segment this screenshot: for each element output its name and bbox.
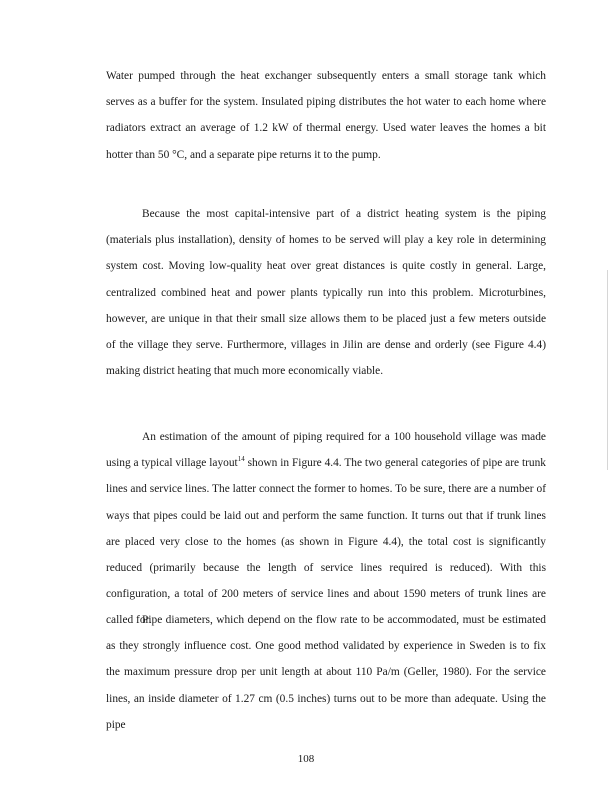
paragraph-piping-estimate — [106, 424, 546, 634]
footnote-reference: 14 — [237, 455, 245, 464]
scan-edge-line — [607, 270, 608, 470]
paragraph-piping-cost: Because the most capital-intensive part of a district heating system is the piping (materials plus installation), density of homes to be served will play a key role in determining system cost. Moving low-quality heat over great distances is quite costly in general. Large, centralized combined heat and power plants typically run into this problem. Microturbines, however, are unique in that their small size allows them to be placed just a few meters outside of the village they serve. Furthermore, villages in Jilin are dense and orderly (see Figure 4.4) making district heating that much more economically viable. — [106, 208, 546, 378]
paragraph-text-after-citation: shown in Figure 4.4. The two general categories of pipe are trunk lines and service lines. The latter connect the former to homes. To be sure, there are a number of ways that pipes could be laid out and perform the same function. It turns out that if trunk lines are placed very close to the homes (as shown in Figure 4.4), the total cost is significantly reduced (primarily because the length of service lines required is reduced). With this configuration, a total of 200 meters of service lines and about 1590 meters of trunk lines are called for. — [106, 457, 546, 627]
page-number: 108 — [297, 753, 315, 765]
paragraph-text-before-citation: An estimation of the amount of piping required for a 100 household village was made using a typical village layout — [106, 431, 546, 470]
paragraph-pipe-diameters: Pipe diameters, which depend on the flow rate to be accommodated, must be estimated as they strongly influence cost. One good method validated by experience in Sweden is to fix the maximum pressure drop per unit length at about 110 Pa/m (Geller, 1980). For the service lines, an inside diameter of 1.27 cm (0.5 inches) turns out to be more than adequate. Using the pipe — [106, 614, 546, 731]
paragraph-heat-exchanger: Water pumped through the heat exchanger subsequently enters a small storage tank which serves as a buffer for the system. Insulated piping distributes the hot water to each home where radiators extract an average of 1.2 kW of thermal energy. Used water leaves the homes a bit hotter than 50 °C, and a separate pipe returns it to the pump. — [106, 70, 546, 161]
